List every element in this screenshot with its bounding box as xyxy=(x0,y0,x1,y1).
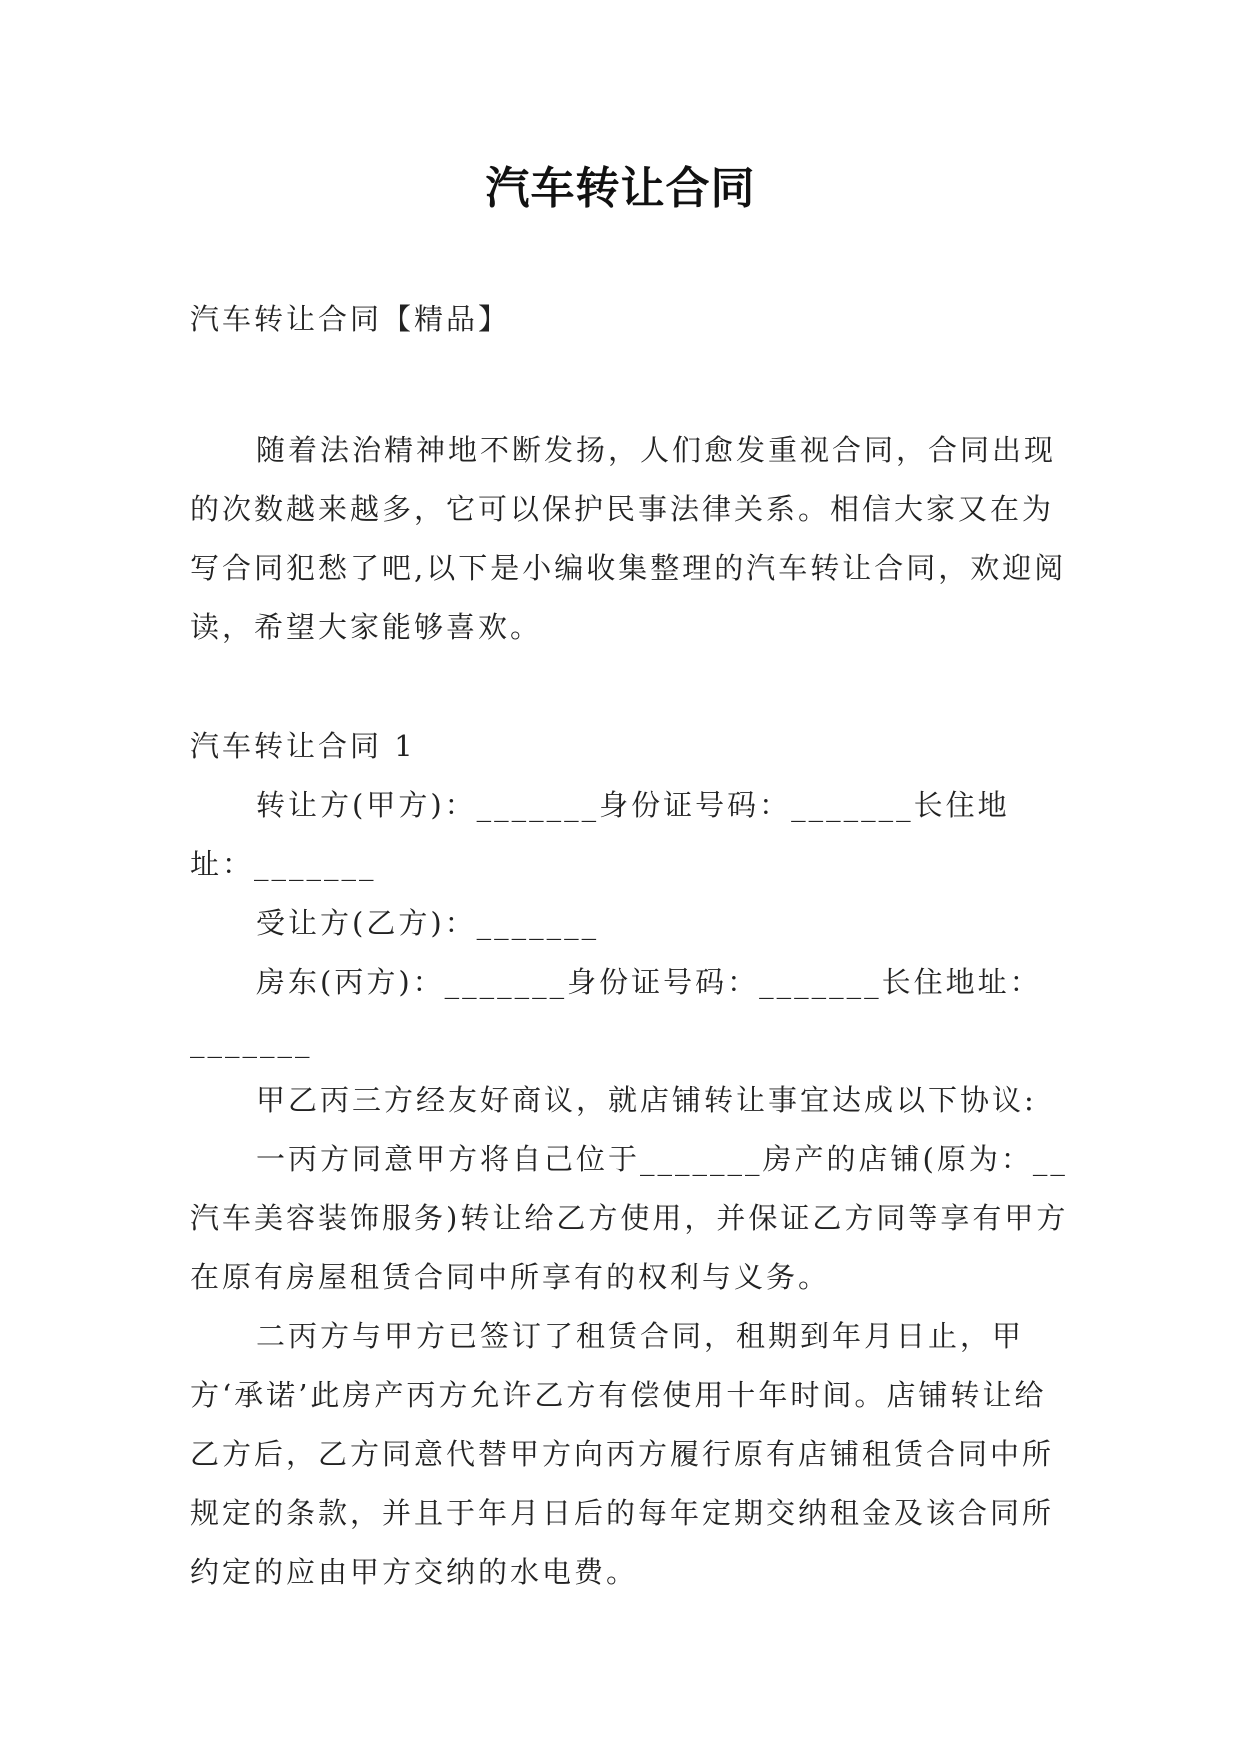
section-heading: 汽车转让合同 1 xyxy=(190,729,416,763)
party-b-line: 受让方(乙方)：_______ xyxy=(256,906,600,940)
intro-paragraph: 随着法治精神地不断发扬，人们愈发重视合同，合同出现的次数越来越多，它可以保护民事法律关系。相信大家又在为写合同犯愁了吧,以下是小编收集整理的汽车转让合同，欢迎阅读，希望大家能够喜欢。 xyxy=(190,433,1067,644)
clause-2: 二丙方与甲方已签订了租赁合同，租期到年月日止，甲方‘承诺’此房产丙方允许乙方有偿使用十年时间。店铺转让给乙方后，乙方同意代替甲方向丙方履行原有店铺租赁合同中所规定的条款，并且于年月日后的每年定期交纳租金及该合同所约定的应由甲方交纳的水电费。 xyxy=(190,1319,1055,1589)
document-body xyxy=(190,290,1070,1602)
document-subtitle: 汽车转让合同【精品】 xyxy=(190,302,511,336)
document-title: 汽车转让合同 xyxy=(485,163,756,214)
agreement-intro: 甲乙丙三方经友好商议，就店铺转让事宜达成以下协议: xyxy=(256,1083,1037,1117)
party-c-line: 房东(丙方)：_______身份证号码：_______长住地址：_______ xyxy=(190,965,1042,1058)
party-a-line: 转让方(甲方)：_______身份证号码：_______长住地址：_______ xyxy=(190,788,1010,881)
clause-1: 一丙方同意甲方将自己位于_______房产的店铺(原为：__汽车美容装饰服务)转让给乙方使用，并保证乙方同等享有甲方在原有房屋租赁合同中所享有的权利与义务。 xyxy=(190,1142,1069,1294)
